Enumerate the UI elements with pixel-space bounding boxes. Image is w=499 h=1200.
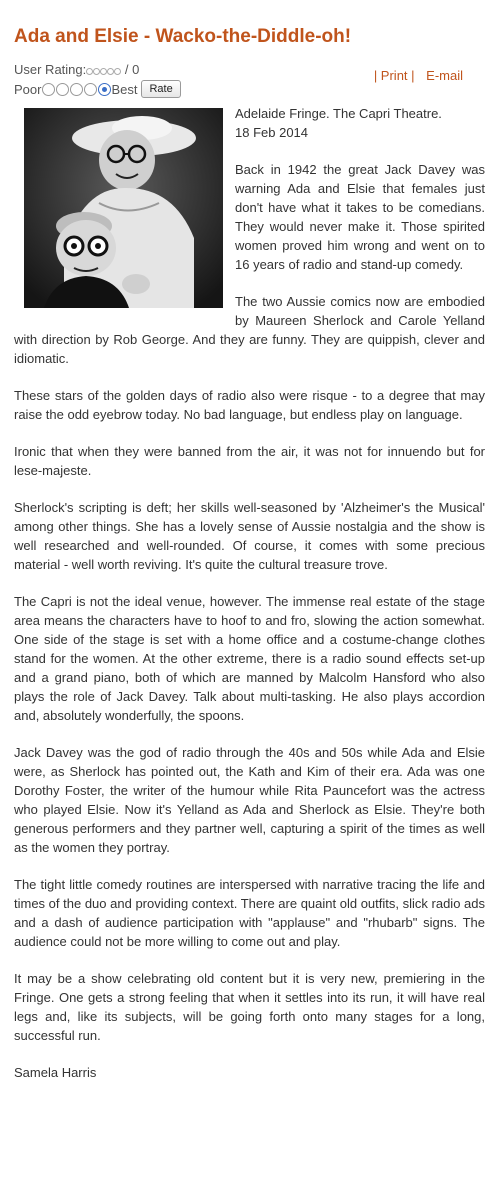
rating-best-label: Best: [111, 81, 138, 97]
rating-poor-label: Poor: [14, 81, 42, 97]
article-paragraph: Back in 1942 the great Jack Davey was warning Ada and Elsie that females just don't have what it takes to be comedians. They would never make it. Those spirited women proved him wrong and went on to 16 years of radio and stand-up comedy.: [235, 162, 485, 272]
user-rating-summary: [14, 62, 139, 78]
rating-circle-icon: [114, 68, 121, 75]
user-rating-score: / 0: [124, 62, 140, 77]
rating-circle-icon: [93, 68, 100, 75]
article-actions: [374, 68, 463, 83]
rating-radio-2[interactable]: [56, 83, 69, 96]
user-rating-label: User Rating:: [14, 62, 87, 77]
article-paragraph: The two Aussie comics now are embodied by Maureen Sherlock and Carole Yelland with direction by Rob George. And they are funny. They are quippish, clever and idiomatic.: [14, 294, 485, 366]
rating-circle-icon: [100, 68, 107, 75]
rating-radio-3[interactable]: [70, 83, 83, 96]
article-photo: [24, 108, 223, 308]
rating-radio-4[interactable]: [84, 83, 97, 96]
dateline-date: 18 Feb 2014: [235, 125, 309, 140]
dateline-venue: Adelaide Fringe. The Capri Theatre.: [235, 106, 442, 121]
email-link[interactable]: E-mail: [426, 68, 463, 83]
rating-stars-display: [86, 63, 121, 78]
print-link[interactable]: | Print |: [373, 68, 415, 83]
rating-form: [14, 80, 181, 98]
article-meta: [14, 58, 485, 98]
rating-circle-icon: [86, 68, 93, 75]
article-paragraph: The tight little comedy routines are interspersed with narrative tracing the life and times of the duo and providing context. There are quaint old outfits, slick radio ads and a dash of audience participation with "applause" and "rhubarb" signs. The audience could not be more willing to come out and play.: [14, 877, 485, 949]
article-title: Ada and Elsie - Wacko-the-Diddle-oh!: [14, 26, 352, 47]
article-author: Samela Harris: [14, 1065, 97, 1080]
rating-radio-5[interactable]: [98, 83, 111, 96]
article-paragraph: Jack Davey was the god of radio through the 40s and 50s while Ada and Elsie were, as Sherlock has pointed out, the Kath and Kim of their era. Ada was one Dorothy Foster, the writer of the humour while Rita Pauncefort was the actress who played Elsie. Now it's Yelland as Ada and Sherlock as Elsie. They're both generous performers and they partner well, capturing a spirit of the times as well as the women they portray.: [14, 745, 485, 855]
rating-circle-icon: [107, 68, 114, 75]
rating-radio-1[interactable]: [42, 83, 55, 96]
ada-and-elsie-photo-icon: [24, 108, 223, 308]
article-paragraph: Ironic that when they were banned from the air, it was not for innuendo but for lese-majeste.: [14, 444, 485, 478]
article-paragraph: The Capri is not the ideal venue, however. The immense real estate of the stage area means the characters have to hoof to and fro, slowing the action somewhat. One side of the stage is set with a home office and a costume-change clothes stand for the women. At the other extreme, there is a radio sound effects set-up and a grand piano, both of which are manned by Malcolm Hansford who also plays the role of Jack Davey. Talk about multi-tasking. He also plays accordion and, absolutely wonderfully, the spoons.: [14, 594, 485, 723]
article-body: [14, 104, 485, 1082]
rate-button[interactable]: Rate: [141, 80, 180, 98]
article-paragraph: Sherlock's scripting is deft; her skills well-seasoned by 'Alzheimer's the Musical' among other things. She has a lovely sense of Aussie nostalgia and the show is well researched and well-rounded. Of course, it comes with some precious material - well worth reviving. It's quite the cultural treasure trove.: [14, 500, 485, 572]
article-paragraph: It may be a show celebrating old content but it is very new, premiering in the Fringe. One gets a strong feeling that when it settles into its run, it will have real legs and, like its subjects, will be going forth onto many stages for a long, successful run.: [14, 971, 485, 1043]
article-paragraph: These stars of the golden days of radio also were risque - to a degree that may raise the odd eyebrow today. No bad language, but endless play on language.: [14, 388, 485, 422]
